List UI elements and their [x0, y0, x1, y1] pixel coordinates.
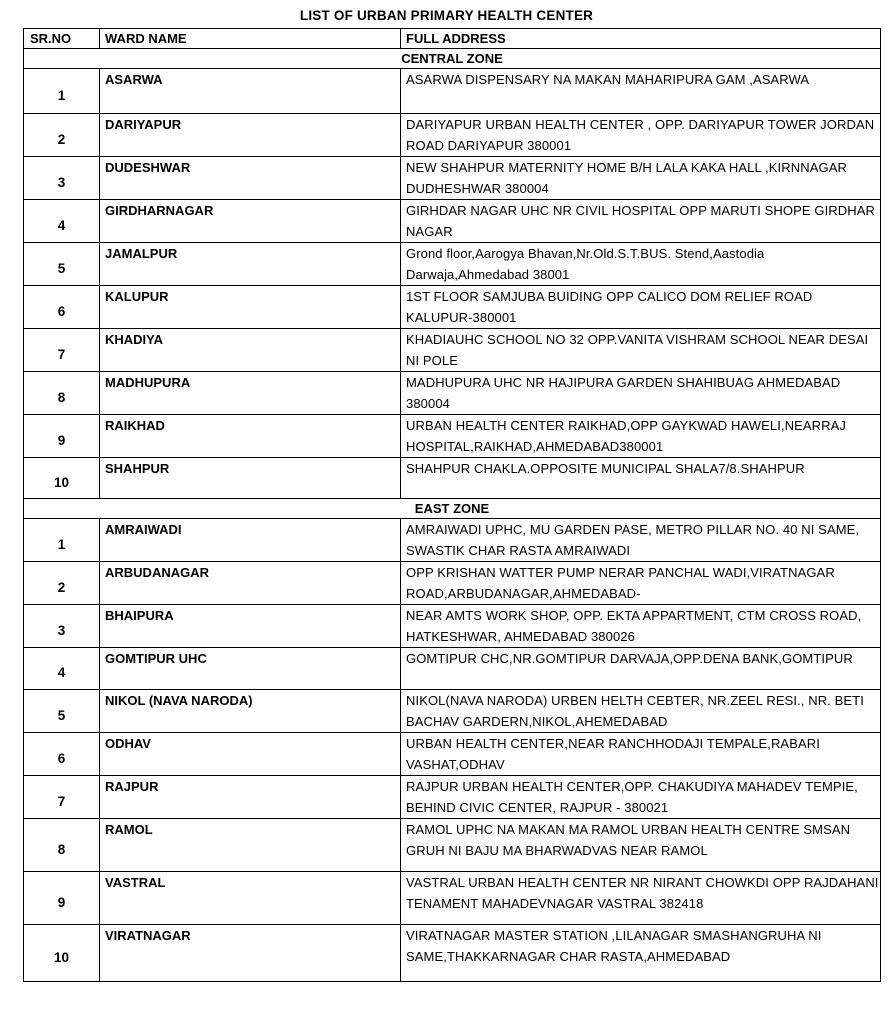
table-row	[24, 733, 881, 776]
health-center-table	[23, 28, 881, 982]
address-cell: OPP KRISHAN WATTER PUMP NERAR PANCHAL WADI,VIRATNAGAR ROAD,ARBUDANAGAR,AHMEDABAD-	[401, 562, 881, 605]
ward-name-cell: ASARWA	[100, 69, 401, 114]
ward-name-cell: ARBUDANAGAR	[100, 562, 401, 605]
sr-no-cell: 2	[24, 562, 100, 605]
address-cell: DARIYAPUR URBAN HEALTH CENTER , OPP. DARIYAPUR TOWER JORDAN ROAD DARIYAPUR 380001	[401, 114, 881, 157]
table-row	[24, 519, 881, 562]
address-cell: NIKOL(NAVA NARODA) URBEN HELTH CEBTER, NR.ZEEL RESI., NR. BETI BACHAV GARDERN,NIKOL,AHEMEDABAD	[401, 690, 881, 733]
table-row	[24, 562, 881, 605]
address-cell: URBAN HEALTH CENTER RAIKHAD,OPP GAYKWAD HAWELI,NEARRAJ HOSPITAL,RAIKHAD,AHMEDABAD380001	[401, 415, 881, 458]
sr-no-cell: 10	[24, 925, 100, 982]
header-sr-no: SR.NO	[24, 29, 100, 49]
address-cell: SHAHPUR CHAKLA.OPPOSITE MUNICIPAL SHALA7/8.SHAHPUR	[401, 458, 881, 499]
address-cell: KHADIAUHC SCHOOL NO 32 OPP.VANITA VISHRAM SCHOOL NEAR DESAI NI POLE	[401, 329, 881, 372]
sr-no-cell: 1	[24, 519, 100, 562]
table-body	[24, 49, 881, 982]
sr-no-cell: 6	[24, 733, 100, 776]
address-cell: URBAN HEALTH CENTER,NEAR RANCHHODAJI TEMPALE,RABARI VASHAT,ODHAV	[401, 733, 881, 776]
table-row	[24, 872, 881, 925]
address-cell: RAJPUR URBAN HEALTH CENTER,OPP. CHAKUDIYA MAHADEV TEMPIE, BEHIND CIVIC CENTER, RAJPUR - 380021	[401, 776, 881, 819]
sr-no-cell: 7	[24, 329, 100, 372]
sr-no-cell: 8	[24, 372, 100, 415]
ward-name-cell: JAMALPUR	[100, 243, 401, 286]
address-cell: MADHUPURA UHC NR HAJIPURA GARDEN SHAHIBUAG AHMEDABAD 380004	[401, 372, 881, 415]
ward-name-cell: VASTRAL	[100, 872, 401, 925]
table-row	[24, 458, 881, 499]
address-cell: NEAR AMTS WORK SHOP, OPP. EKTA APPARTMENT, CTM CROSS ROAD, HATKESHWAR, AHMEDABAD 380026	[401, 605, 881, 648]
zone-name: CENTRAL ZONE	[24, 49, 881, 69]
table-row	[24, 114, 881, 157]
sr-no-cell: 4	[24, 648, 100, 690]
table-row	[24, 690, 881, 733]
ward-name-cell: RAMOL	[100, 819, 401, 872]
table-header-row	[24, 29, 881, 49]
table-row	[24, 819, 881, 872]
table-row	[24, 925, 881, 982]
sr-no-cell: 9	[24, 415, 100, 458]
table-row	[24, 69, 881, 114]
sr-no-cell: 8	[24, 819, 100, 872]
address-cell: ASARWA DISPENSARY NA MAKAN MAHARIPURA GAM ,ASARWA	[401, 69, 881, 114]
address-cell: Grond floor,Aarogya Bhavan,Nr.Old.S.T.BUS. Stend,Aastodia Darwaja,Ahmedabad 38001	[401, 243, 881, 286]
sr-no-cell: 5	[24, 243, 100, 286]
table-row	[24, 648, 881, 690]
table-row	[24, 415, 881, 458]
document-title: LIST OF URBAN PRIMARY HEALTH CENTER	[299, 8, 594, 23]
ward-name-cell: ODHAV	[100, 733, 401, 776]
table-row	[24, 243, 881, 286]
ward-name-cell: KALUPUR	[100, 286, 401, 329]
ward-name-cell: GOMTIPUR UHC	[100, 648, 401, 690]
ward-name-cell: DUDESHWAR	[100, 157, 401, 200]
zone-name: EAST ZONE	[24, 499, 881, 519]
table-row	[24, 372, 881, 415]
address-cell: GIRHDAR NAGAR UHC NR CIVIL HOSPITAL OPP MARUTI SHOPE GIRDHAR NAGAR	[401, 200, 881, 243]
table-row	[24, 329, 881, 372]
address-cell: NEW SHAHPUR MATERNITY HOME B/H LALA KAKA HALL ,KIRNNAGAR DUDHESHWAR 380004	[401, 157, 881, 200]
zone-header-row	[24, 49, 881, 69]
sr-no-cell: 1	[24, 69, 100, 114]
sr-no-cell: 5	[24, 690, 100, 733]
address-cell: VIRATNAGAR MASTER STATION ,LILANAGAR SMASHANGRUHA NI SAME,THAKKARNAGAR CHAR RASTA,AHMEDABAD	[401, 925, 881, 982]
ward-name-cell: GIRDHARNAGAR	[100, 200, 401, 243]
table-row	[24, 605, 881, 648]
sr-no-cell: 9	[24, 872, 100, 925]
sr-no-cell: 7	[24, 776, 100, 819]
sr-no-cell: 4	[24, 200, 100, 243]
address-cell: VASTRAL URBAN HEALTH CENTER NR NIRANT CHOWKDI OPP RAJDAHANI TENAMENT MAHADEVNAGAR VASTRAL 382418	[401, 872, 881, 925]
ward-name-cell: AMRAIWADI	[100, 519, 401, 562]
ward-name-cell: KHADIYA	[100, 329, 401, 372]
sr-no-cell: 3	[24, 605, 100, 648]
ward-name-cell: BHAIPURA	[100, 605, 401, 648]
address-cell: 1ST FLOOR SAMJUBA BUIDING OPP CALICO DOM RELIEF ROAD KALUPUR-380001	[401, 286, 881, 329]
sr-no-cell: 3	[24, 157, 100, 200]
ward-name-cell: MADHUPURA	[100, 372, 401, 415]
ward-name-cell: RAJPUR	[100, 776, 401, 819]
ward-name-cell: RAIKHAD	[100, 415, 401, 458]
table-row	[24, 776, 881, 819]
table-row	[24, 286, 881, 329]
ward-name-cell: DARIYAPUR	[100, 114, 401, 157]
sr-no-cell: 10	[24, 458, 100, 499]
address-cell: GOMTIPUR CHC,NR.GOMTIPUR DARVAJA,OPP.DENA BANK,GOMTIPUR	[401, 648, 881, 690]
ward-name-cell: VIRATNAGAR	[100, 925, 401, 982]
sr-no-cell: 2	[24, 114, 100, 157]
ward-name-cell: SHAHPUR	[100, 458, 401, 499]
table-row	[24, 157, 881, 200]
header-ward-name: WARD NAME	[100, 29, 401, 49]
sr-no-cell: 6	[24, 286, 100, 329]
ward-name-cell: NIKOL (NAVA NARODA)	[100, 690, 401, 733]
header-full-address: FULL ADDRESS	[401, 29, 881, 49]
zone-header-row	[24, 499, 881, 519]
address-cell: AMRAIWADI UPHC, MU GARDEN PASE, METRO PILLAR NO. 40 NI SAME, SWASTIK CHAR RASTA AMRAIWADI	[401, 519, 881, 562]
table-row	[24, 200, 881, 243]
address-cell: RAMOL UPHC NA MAKAN MA RAMOL URBAN HEALTH CENTRE SMSAN GRUH NI BAJU MA BHARWADVAS NEAR RAMOL	[401, 819, 881, 872]
